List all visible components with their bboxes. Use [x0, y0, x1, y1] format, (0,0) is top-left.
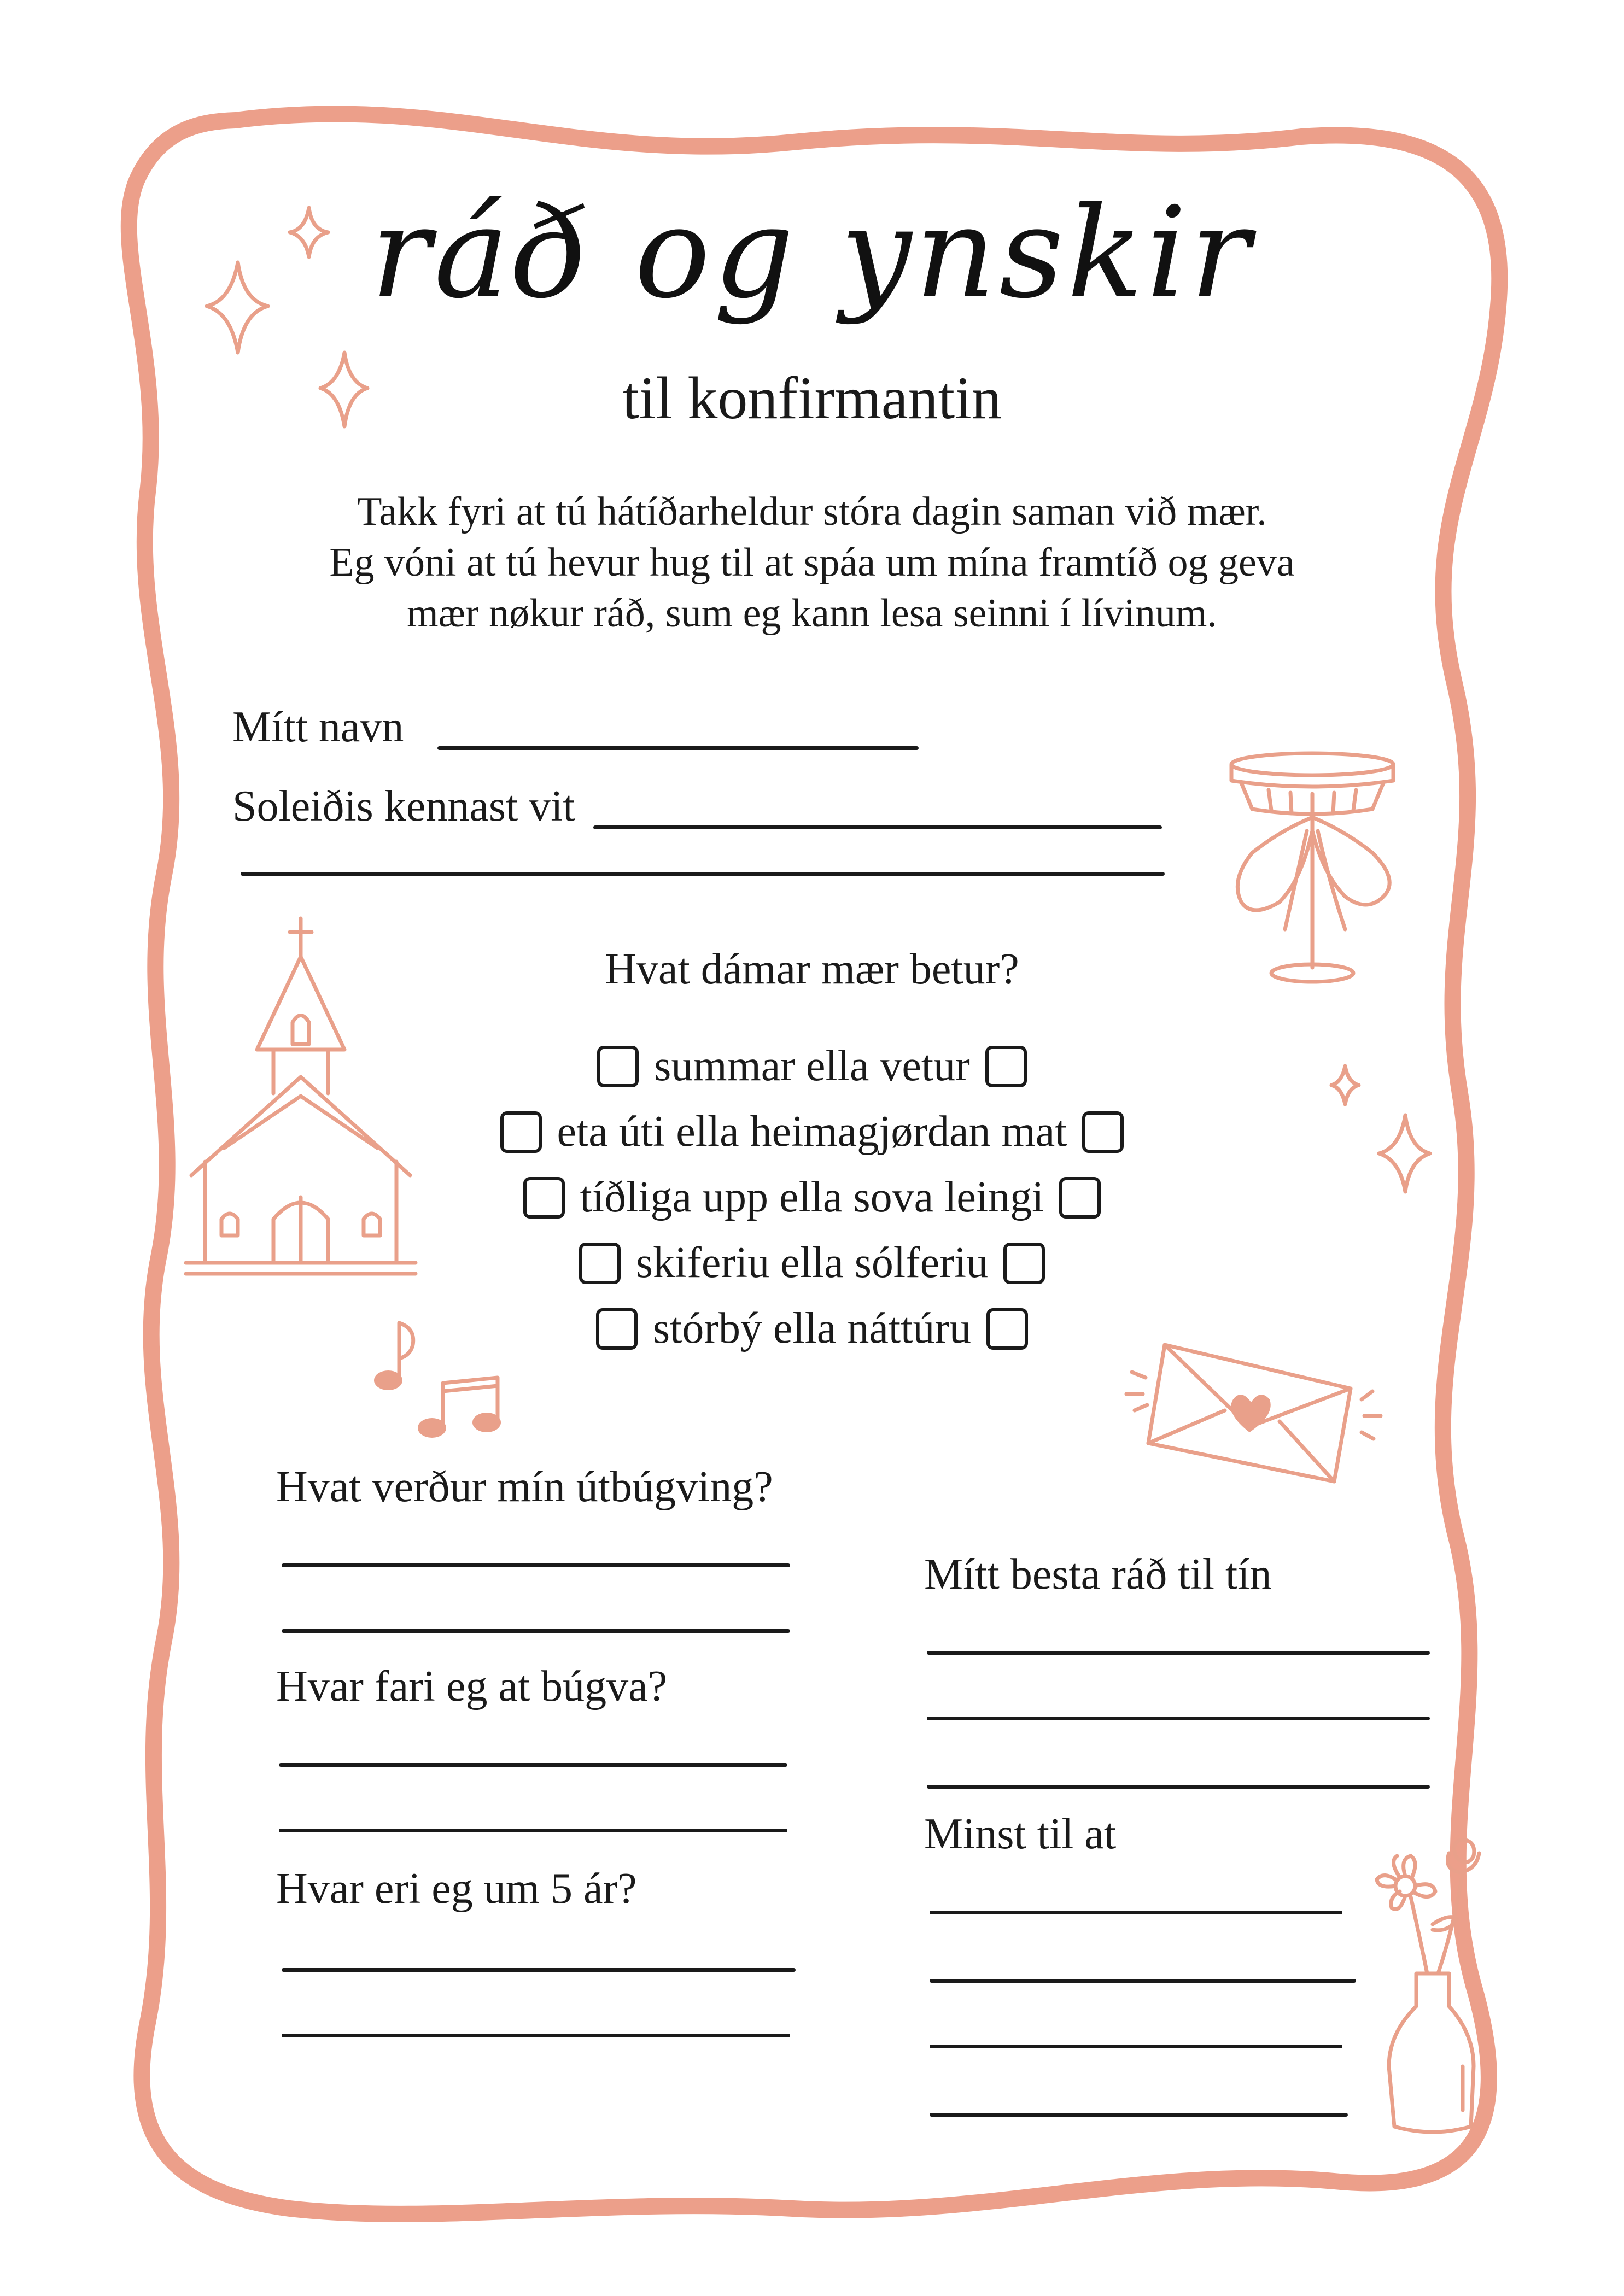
- question-remember: Minst til at: [924, 1810, 1117, 1858]
- page-subtitle: til konfirmantin: [622, 365, 1002, 431]
- checkbox-left[interactable]: [500, 1111, 542, 1153]
- checkbox-left[interactable]: [597, 1046, 639, 1087]
- answer-line[interactable]: [282, 1629, 790, 1633]
- flower-vase-icon: [1367, 1837, 1498, 2143]
- checkbox-left[interactable]: [579, 1243, 621, 1284]
- question-living: Hvar fari eg at búgva?: [276, 1662, 668, 1711]
- envelope-heart-icon: [1115, 1323, 1389, 1498]
- intro-text: [197, 487, 1427, 639]
- page-title: ráð og ynskir: [370, 180, 1254, 326]
- known-field[interactable]: [593, 825, 1162, 829]
- intro-line: Eg vóni at tú hevur hug til at spáa um mína framtíð og geva: [329, 540, 1295, 585]
- answer-line[interactable]: [282, 1563, 790, 1567]
- choice-row: [0, 1173, 1624, 1222]
- answer-line[interactable]: [279, 1763, 787, 1767]
- answer-line[interactable]: [930, 2113, 1348, 2117]
- checkbox-right[interactable]: [1003, 1243, 1045, 1284]
- preferences-question: Hvat dámar mær betur?: [605, 945, 1019, 993]
- choice-label: skiferiu ella sólferiu: [635, 1239, 989, 1287]
- choice-label: eta úti ella heimagjørdan mat: [557, 1108, 1067, 1156]
- choice-label: summar ella vetur: [654, 1042, 970, 1090]
- checkbox-right[interactable]: [985, 1046, 1027, 1087]
- answer-line[interactable]: [279, 1829, 787, 1832]
- question-best-advice: Mítt besta ráð til tín: [924, 1550, 1272, 1598]
- answer-line[interactable]: [282, 2034, 790, 2037]
- music-notes-icon: [361, 1312, 519, 1443]
- checkbox-right[interactable]: [1082, 1111, 1124, 1153]
- checkbox-left[interactable]: [596, 1308, 638, 1350]
- answer-line[interactable]: [930, 1979, 1356, 1983]
- choice-row: [0, 1107, 1624, 1157]
- choice-row: [0, 1041, 1624, 1091]
- answer-line[interactable]: [282, 1968, 796, 1972]
- checkbox-right[interactable]: [1059, 1177, 1101, 1219]
- question-education: Hvat verður mín útbúgving?: [276, 1463, 773, 1511]
- known-label: Soleiðis kennast vit: [232, 782, 575, 830]
- name-field[interactable]: [437, 746, 919, 750]
- checkbox-right[interactable]: [986, 1308, 1028, 1350]
- answer-line[interactable]: [927, 1717, 1430, 1720]
- choice-label: stórbý ella náttúru: [652, 1304, 972, 1352]
- choice-row: [0, 1238, 1624, 1288]
- answer-line[interactable]: [927, 1785, 1430, 1789]
- question-five-years: Hvar eri eg um 5 ár?: [276, 1865, 637, 1913]
- checkbox-left[interactable]: [523, 1177, 565, 1219]
- answer-line[interactable]: [930, 1911, 1342, 1914]
- intro-line: mær nøkur ráð, sum eg kann lesa seinni í lívinum.: [407, 591, 1217, 636]
- known-field-line-2[interactable]: [241, 872, 1165, 876]
- answer-line[interactable]: [930, 2045, 1342, 2048]
- answer-line[interactable]: [927, 1651, 1430, 1655]
- name-label: Mítt navn: [232, 703, 404, 751]
- intro-line: Takk fyri at tú hátíðarheldur stóra dagin saman við mær.: [357, 489, 1267, 534]
- choice-label: tíðliga upp ella sova leingi: [580, 1173, 1044, 1221]
